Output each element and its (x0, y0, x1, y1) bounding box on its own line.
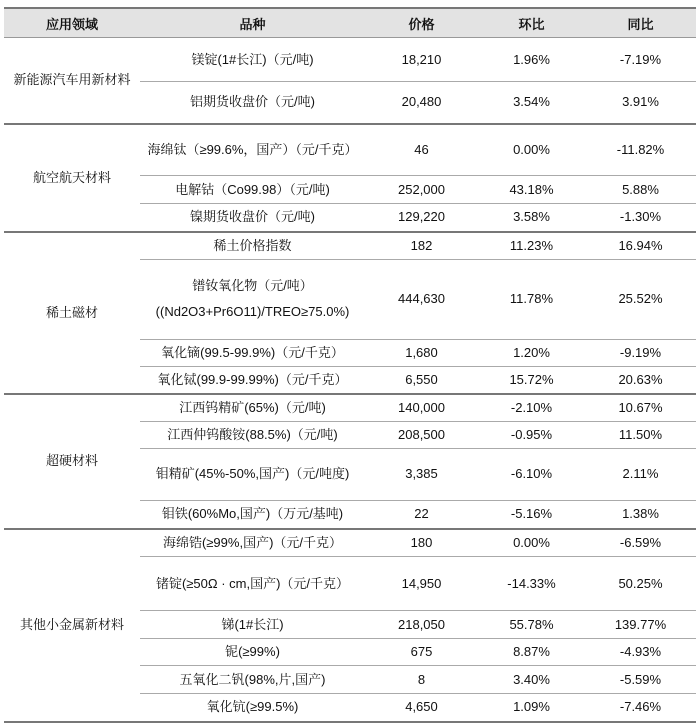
price-cell: 180 (365, 529, 478, 557)
yoy-cell: -9.19% (585, 339, 696, 366)
yoy-cell: 25.52% (585, 259, 696, 339)
item-cell: 海绵钛（≥99.6%，国产）（元/千克） (140, 124, 365, 176)
mom-cell: 3.54% (478, 82, 585, 124)
price-cell: 129,220 (365, 204, 478, 232)
item-cell: 江西仲钨酸铵(88.5%)（元/吨) (140, 421, 365, 448)
price-cell: 444,630 (365, 259, 478, 339)
item-cell: 氧化钪(≥99.5%) (140, 694, 365, 722)
yoy-cell: 20.63% (585, 366, 696, 394)
yoy-cell: 139.77% (585, 611, 696, 639)
price-cell: 675 (365, 639, 478, 666)
item-cell: 锑(1#长江) (140, 611, 365, 639)
yoy-cell: 10.67% (585, 394, 696, 422)
yoy-cell: 3.91% (585, 82, 696, 124)
mom-cell: 1.09% (478, 694, 585, 722)
mom-cell: 11.23% (478, 232, 585, 260)
header-mom: 环比 (478, 8, 585, 38)
yoy-cell: 16.94% (585, 232, 696, 260)
mom-cell: 0.00% (478, 529, 585, 557)
mom-cell: -5.16% (478, 500, 585, 529)
item-cell: 五氧化二钒(98%,片,国产) (140, 666, 365, 694)
price-table (4, 7, 696, 723)
mom-cell: 43.18% (478, 176, 585, 204)
mom-cell: 0.00% (478, 124, 585, 176)
yoy-cell: -7.19% (585, 38, 696, 82)
price-cell: 6,550 (365, 366, 478, 394)
price-cell: 182 (365, 232, 478, 260)
header-field: 应用领域 (4, 8, 140, 38)
item-cell: 海绵锆(≥99%,国产)（元/千克） (140, 529, 365, 557)
mom-cell: 11.78% (478, 259, 585, 339)
yoy-cell: -7.46% (585, 694, 696, 722)
price-cell: 4,650 (365, 694, 478, 722)
table-row (4, 124, 696, 176)
price-cell: 208,500 (365, 421, 478, 448)
yoy-cell: -6.59% (585, 529, 696, 557)
mom-cell: -2.10% (478, 394, 585, 422)
item-cell: 镍期货收盘价（元/吨) (140, 204, 365, 232)
header-row (4, 8, 696, 38)
item-cell: 锗锭(≥50Ω · cm,国产)（元/千克） (140, 557, 365, 611)
yoy-cell: 5.88% (585, 176, 696, 204)
field-cell: 其他小金属新材料 (4, 529, 140, 722)
price-cell: 46 (365, 124, 478, 176)
table-row (4, 232, 696, 260)
mom-cell: 15.72% (478, 366, 585, 394)
header-price: 价格 (365, 8, 478, 38)
yoy-cell: 50.25% (585, 557, 696, 611)
item-cell: 稀土价格指数 (140, 232, 365, 260)
mom-cell: 1.20% (478, 339, 585, 366)
item-cell: 铌(≥99%) (140, 639, 365, 666)
price-cell: 20,480 (365, 82, 478, 124)
table-row (4, 38, 696, 82)
item-cell: 氧化铽(99.9-99.99%)（元/千克） (140, 366, 365, 394)
mom-cell: 3.40% (478, 666, 585, 694)
item-cell: 铝期货收盘价（元/吨) (140, 82, 365, 124)
price-cell: 218,050 (365, 611, 478, 639)
item-cell: 氧化镝(99.5-99.9%)（元/千克） (140, 339, 365, 366)
price-cell: 140,000 (365, 394, 478, 422)
mom-cell: -14.33% (478, 557, 585, 611)
mom-cell: -0.95% (478, 421, 585, 448)
field-cell: 航空航天材料 (4, 124, 140, 232)
item-cell: 镨钕氧化物（元/吨） ((Nd2O3+Pr6O11)/TREO≥75.0%) (140, 259, 365, 339)
price-cell: 3,385 (365, 448, 478, 500)
field-cell: 稀土磁材 (4, 232, 140, 394)
mom-cell: 8.87% (478, 639, 585, 666)
yoy-cell: 11.50% (585, 421, 696, 448)
mom-cell: 55.78% (478, 611, 585, 639)
table-row (4, 394, 696, 422)
table-row (4, 529, 696, 557)
header-item: 品种 (140, 8, 365, 38)
yoy-cell: 2.11% (585, 448, 696, 500)
yoy-cell: -11.82% (585, 124, 696, 176)
yoy-cell: 1.38% (585, 500, 696, 529)
yoy-cell: -4.93% (585, 639, 696, 666)
price-cell: 18,210 (365, 38, 478, 82)
field-cell: 新能源汽车用新材料 (4, 38, 140, 124)
mom-cell: 1.96% (478, 38, 585, 82)
header-yoy: 同比 (585, 8, 696, 38)
item-cell: 钼铁(60%Mo,国产)（万元/基吨) (140, 500, 365, 529)
price-cell: 14,950 (365, 557, 478, 611)
price-cell: 252,000 (365, 176, 478, 204)
mom-cell: 3.58% (478, 204, 585, 232)
yoy-cell: -5.59% (585, 666, 696, 694)
item-cell: 镁锭(1#长江)（元/吨) (140, 38, 365, 82)
price-cell: 8 (365, 666, 478, 694)
field-cell: 超硬材料 (4, 394, 140, 530)
price-cell: 22 (365, 500, 478, 529)
price-cell: 1,680 (365, 339, 478, 366)
item-cell: 江西钨精矿(65%)（元/吨) (140, 394, 365, 422)
yoy-cell: -1.30% (585, 204, 696, 232)
mom-cell: -6.10% (478, 448, 585, 500)
item-cell: 电解钴（Co99.98）（元/吨) (140, 176, 365, 204)
item-cell: 钼精矿(45%-50%,国产)（元/吨度) (140, 448, 365, 500)
